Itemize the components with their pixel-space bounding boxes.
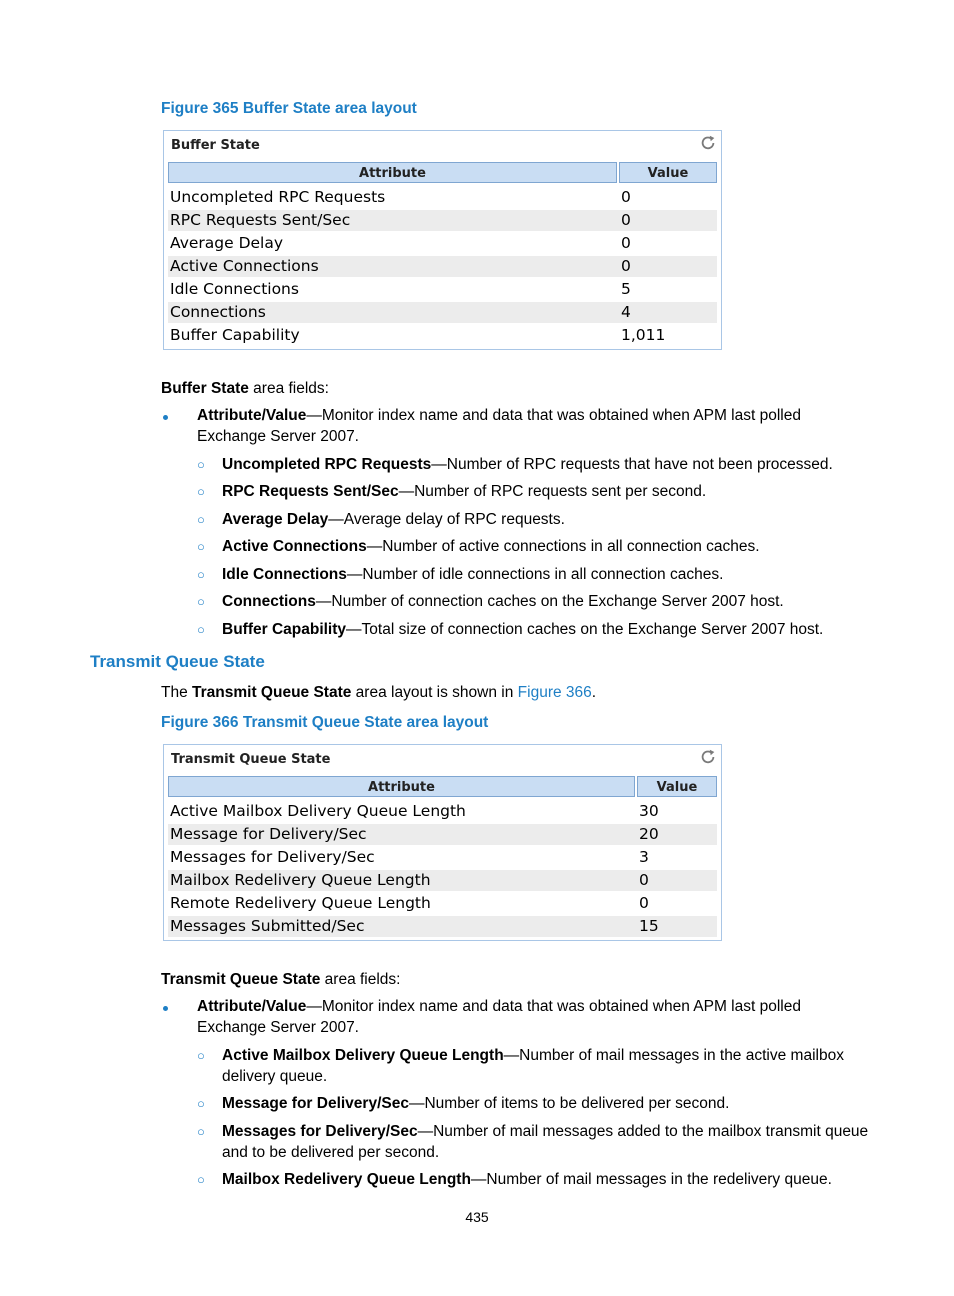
panel-title: Buffer State bbox=[171, 138, 260, 153]
value-cell: 0 bbox=[639, 871, 649, 889]
value-cell: 0 bbox=[621, 257, 631, 275]
intro-text: area layout is shown in bbox=[351, 684, 518, 701]
column-header-value[interactable]: Value bbox=[637, 776, 717, 797]
table-row bbox=[168, 870, 717, 891]
value-cell: 30 bbox=[639, 802, 659, 820]
bullet-desc-line2: Exchange Server 2007. bbox=[197, 428, 359, 445]
attribute-cell: Active Mailbox Delivery Queue Length bbox=[170, 802, 466, 820]
subitem-term: Message for Delivery/Sec bbox=[222, 1095, 409, 1112]
bullet-icon bbox=[163, 415, 168, 420]
table-row bbox=[168, 325, 717, 346]
bullet-desc: —Monitor index name and data that was obtained when APM last polled bbox=[306, 998, 801, 1015]
subitem bbox=[222, 536, 760, 557]
figure-366-link[interactable]: Figure 366 bbox=[517, 684, 592, 701]
circle-bullet-icon: ○ bbox=[197, 622, 205, 637]
subitem-term: Active Mailbox Delivery Queue Length bbox=[222, 1047, 504, 1064]
table-row bbox=[168, 916, 717, 937]
value-cell: 20 bbox=[639, 825, 659, 843]
subitem-desc: —Number of RPC requests sent per second. bbox=[398, 483, 707, 500]
figure-366-caption: Figure 366 Transmit Queue State area layout bbox=[161, 714, 489, 731]
transmit-queue-state-panel bbox=[163, 744, 722, 941]
value-cell: 5 bbox=[621, 280, 631, 298]
attribute-cell: Mailbox Redelivery Queue Length bbox=[170, 871, 431, 889]
circle-bullet-icon: ○ bbox=[197, 1048, 205, 1063]
value-cell: 1,011 bbox=[621, 326, 666, 344]
circle-bullet-icon: ○ bbox=[197, 457, 205, 472]
table-row bbox=[168, 279, 717, 300]
column-header-value[interactable]: Value bbox=[619, 162, 717, 183]
subitem bbox=[222, 481, 706, 502]
intro-text: . bbox=[591, 684, 597, 701]
subitem bbox=[222, 1045, 844, 1066]
attribute-cell: Active Connections bbox=[170, 257, 319, 275]
subitem bbox=[222, 564, 723, 585]
circle-bullet-icon: ○ bbox=[197, 594, 205, 609]
heading-term: Buffer State bbox=[161, 380, 249, 397]
bullet-term: Attribute/Value bbox=[197, 998, 307, 1015]
attribute-cell: Connections bbox=[170, 303, 266, 321]
attribute-cell: Remote Redelivery Queue Length bbox=[170, 894, 431, 912]
heading-rest: area fields: bbox=[248, 380, 329, 397]
circle-bullet-icon: ○ bbox=[197, 539, 205, 554]
panel-title: Transmit Queue State bbox=[171, 752, 331, 767]
subitem-desc-line2: and to be delivered per second. bbox=[222, 1144, 440, 1161]
refresh-icon[interactable] bbox=[699, 134, 717, 152]
table-row bbox=[168, 256, 717, 277]
table-row bbox=[168, 187, 717, 208]
heading-term: Transmit Queue State bbox=[161, 971, 321, 988]
section-heading-transmit-queue-state: Transmit Queue State bbox=[90, 652, 265, 671]
subitem bbox=[222, 509, 565, 530]
buffer-fields-heading bbox=[161, 380, 329, 398]
subitem-term: Connections bbox=[222, 593, 316, 610]
subitem bbox=[222, 1093, 729, 1114]
attribute-cell: Message for Delivery/Sec bbox=[170, 825, 367, 843]
subitem-term: Messages for Delivery/Sec bbox=[222, 1123, 418, 1140]
subitem-desc: —Number of RPC requests that have not been processed. bbox=[431, 456, 833, 473]
value-cell: 15 bbox=[639, 917, 659, 935]
page-number: 435 bbox=[465, 1209, 489, 1225]
subitem-desc: —Number of idle connections in all connection caches. bbox=[346, 566, 724, 583]
table-row bbox=[168, 824, 717, 845]
subitem bbox=[222, 591, 784, 612]
subitem bbox=[222, 1121, 868, 1142]
subitem-term: Active Connections bbox=[222, 538, 367, 555]
bullet-icon bbox=[163, 1006, 168, 1011]
subitem bbox=[222, 1169, 832, 1190]
section-intro bbox=[161, 684, 596, 702]
table-row bbox=[168, 302, 717, 323]
column-header-attribute[interactable]: Attribute bbox=[168, 776, 635, 797]
value-cell: 0 bbox=[621, 234, 631, 252]
column-header-attribute[interactable]: Attribute bbox=[168, 162, 617, 183]
circle-bullet-icon: ○ bbox=[197, 1096, 205, 1111]
heading-rest: area fields: bbox=[320, 971, 401, 988]
subitem-desc: —Number of mail messages in the redelivery queue. bbox=[470, 1171, 832, 1188]
subitem-desc: —Number of connection caches on the Exchange Server 2007 host. bbox=[315, 593, 784, 610]
buffer-state-panel bbox=[163, 130, 722, 350]
value-cell: 4 bbox=[621, 303, 631, 321]
table-row bbox=[168, 801, 717, 822]
value-cell: 3 bbox=[639, 848, 649, 866]
subitem-term: Uncompleted RPC Requests bbox=[222, 456, 432, 473]
refresh-icon[interactable] bbox=[699, 748, 717, 766]
subitem-desc: —Total size of connection caches on the Exchange Server 2007 host. bbox=[346, 621, 824, 638]
attribute-cell: RPC Requests Sent/Sec bbox=[170, 211, 351, 229]
subitem-desc: —Number of items to be delivered per second. bbox=[408, 1095, 730, 1112]
value-cell: 0 bbox=[621, 188, 631, 206]
attribute-cell: Messages Submitted/Sec bbox=[170, 917, 365, 935]
intro-text: The bbox=[161, 684, 193, 701]
subitem-desc: —Number of mail messages added to the mailbox transmit queue bbox=[417, 1123, 869, 1140]
subitem-desc: —Number of active connections in all connection caches. bbox=[366, 538, 760, 555]
attribute-cell: Idle Connections bbox=[170, 280, 299, 298]
subitem bbox=[222, 454, 833, 475]
table-row bbox=[168, 233, 717, 254]
circle-bullet-icon: ○ bbox=[197, 567, 205, 582]
circle-bullet-icon: ○ bbox=[197, 1124, 205, 1139]
subitem-term: Average Delay bbox=[222, 511, 329, 528]
bullet-term: Attribute/Value bbox=[197, 407, 307, 424]
value-cell: 0 bbox=[639, 894, 649, 912]
attribute-cell: Buffer Capability bbox=[170, 326, 300, 344]
subitem-term: Buffer Capability bbox=[222, 621, 347, 638]
attribute-cell: Uncompleted RPC Requests bbox=[170, 188, 386, 206]
bullet-attribute-value bbox=[197, 996, 801, 1017]
subitem bbox=[222, 619, 823, 640]
table-row bbox=[168, 847, 717, 868]
bullet-attribute-value bbox=[197, 405, 801, 426]
subitem-desc-line2: delivery queue. bbox=[222, 1068, 328, 1085]
attribute-cell: Average Delay bbox=[170, 234, 284, 252]
table-row bbox=[168, 210, 717, 231]
figure-365-caption: Figure 365 Buffer State area layout bbox=[161, 100, 417, 117]
circle-bullet-icon: ○ bbox=[197, 1172, 205, 1187]
circle-bullet-icon: ○ bbox=[197, 484, 205, 499]
circle-bullet-icon: ○ bbox=[197, 512, 205, 527]
intro-term: Transmit Queue State bbox=[192, 684, 352, 701]
table-row bbox=[168, 893, 717, 914]
subitem-desc: —Average delay of RPC requests. bbox=[328, 511, 565, 528]
value-cell: 0 bbox=[621, 211, 631, 229]
attribute-cell: Messages for Delivery/Sec bbox=[170, 848, 375, 866]
transmit-fields-heading bbox=[161, 971, 401, 989]
subitem-desc: —Number of mail messages in the active mailbox bbox=[503, 1047, 844, 1064]
subitem-term: RPC Requests Sent/Sec bbox=[222, 483, 399, 500]
subitem-term: Idle Connections bbox=[222, 566, 347, 583]
bullet-desc: —Monitor index name and data that was obtained when APM last polled bbox=[306, 407, 801, 424]
subitem-term: Mailbox Redelivery Queue Length bbox=[222, 1171, 471, 1188]
bullet-desc-line2: Exchange Server 2007. bbox=[197, 1019, 359, 1036]
